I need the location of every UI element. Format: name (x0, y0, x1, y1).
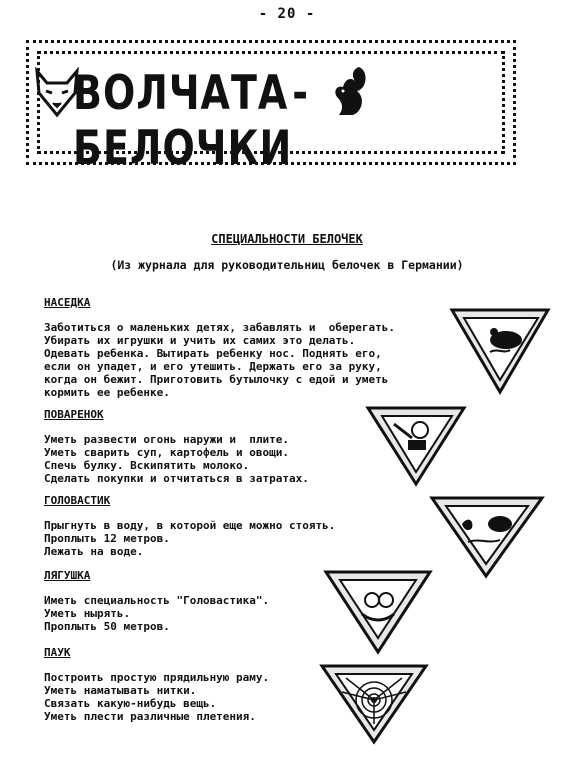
specialty-line: Построить простую прядильную раму. (44, 671, 270, 684)
specialty-line: Лежать на воде. (44, 545, 144, 558)
specialty-heading: ГОЛОВАСТИК (44, 494, 111, 507)
specialty-line: Связать какую-нибудь вещь. (44, 697, 217, 710)
specialty-heading: НАСЕДКА (44, 296, 91, 309)
banner-title (73, 65, 513, 175)
squirrel-icon (329, 61, 369, 121)
specialty-line: Уметь развести огонь наружи и плите. (44, 433, 290, 446)
specialty-line: Спечь булку. Вскипятить молоко. (44, 459, 250, 472)
specialty-heading: ПОВАРЕНОК (44, 408, 104, 421)
specialty-tadpole (44, 494, 335, 558)
specialty-line: Иметь специальность "Головастика". (44, 594, 270, 607)
specialty-line: Уметь плести различные плетения. (44, 710, 256, 723)
banner-title-left: ВОЛЧАТА (73, 65, 289, 120)
specialty-line: Уметь нырять. (44, 607, 131, 620)
specialty-line: кормить ее ребенке. (44, 386, 170, 399)
hen-badge-icon (448, 304, 552, 396)
specialty-cook (44, 408, 309, 485)
specialty-frog (44, 569, 269, 633)
specialty-line: Проплыть 12 метров. (44, 532, 170, 545)
specialty-line: Убирать их игрушки и учить их самих это делать. (44, 334, 356, 347)
specialty-heading: ЛЯГУШКА (44, 569, 91, 582)
specialty-line: Одевать ребенка. Вытирать ребенку нос. Поднять его, (44, 347, 382, 360)
specialty-spider (44, 646, 269, 723)
specialty-line: когда он бежит. Приготовить бутылочку с едой и уметь (44, 373, 389, 386)
title-banner (26, 40, 516, 175)
specialty-line: если он упадет, и его утешить. Держать его за руку, (44, 360, 382, 373)
banner-title-dash: - (292, 65, 310, 120)
specialty-line: Прыгнуть в воду, в которой еще можно стоять. (44, 519, 336, 532)
specialty-line: Уметь сварить суп, картофель и овощи. (44, 446, 290, 459)
spider-web-badge-icon (318, 662, 430, 746)
tadpole-badge-icon (428, 494, 546, 580)
specialty-line: Уметь наматывать нитки. (44, 684, 197, 697)
specialty-hen (44, 296, 395, 399)
page-number: - 20 - (258, 6, 316, 22)
cook-badge-icon (364, 404, 468, 488)
specialty-line: Проплыть 50 метров. (44, 620, 170, 633)
specialty-heading: ПАУК (44, 646, 71, 659)
specialty-line: Заботиться о маленьких детях, забавлять и оберегать. (44, 321, 395, 334)
section-title: СПЕЦИАЛЬНОСТИ БЕЛОЧЕК (211, 232, 363, 246)
banner-title-right: БЕЛОЧКИ (73, 120, 293, 175)
frog-badge-icon (322, 568, 434, 656)
specialty-line: Сделать покупки и отчитаться в затратах. (44, 472, 309, 485)
section-subtitle: (Из журнала для руководительниц белочек в Германии) (110, 258, 464, 272)
